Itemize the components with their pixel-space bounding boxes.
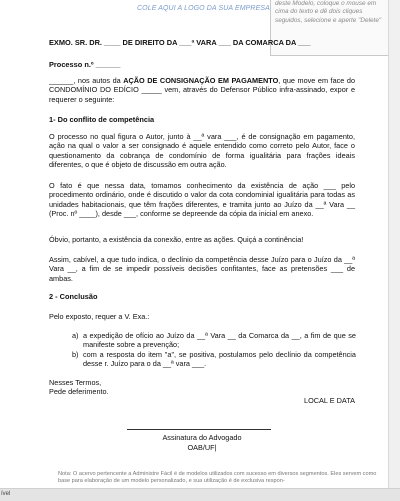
process-number: Processo n.º ______	[49, 60, 121, 69]
paragraph-3: Óbvio, portanto, a existência da conexão, entre as ações. Quiçá a continência!	[49, 235, 304, 244]
request-b-text: com a resposta do item "a", se positiva, postulamos pelo declínio da competência desse r. Juízo para o da __ª vara ___.	[83, 350, 356, 369]
place-date: LOCAL E DATA	[304, 396, 355, 405]
addressee: EXMO. SR. DR. ____ DE DIREITO DA ___ª VARA ___ DA COMARCA DA ___	[49, 38, 311, 47]
paragraph-1: O processo no qual figura o Autor, junto à __ª vara ___, é de consignação em pagamento, ação na qual o valor a ser consignado é aquele entendido como correto pelo Autor, face o questionamento da cobrança de condomínio de forma igualitária para frações ideais diferentes, o que é objeto de discussão em outra ação.	[49, 132, 355, 170]
vertical-scrollbar[interactable]	[388, 0, 400, 488]
footnote: Nota: O acervo pertencente a Administre Fácil é de modelos utilizados com sucesso em diversos segmentos. Eles servem como base para elaboração de um modelo personalizado, e sua utilização é de exclusiva respon-	[58, 471, 377, 485]
instruction-box: deste Modelo, coloque o mouse em cima do texto e dê dois cliques seguidos, selecione e aperte "Delete"	[270, 0, 388, 56]
signature-label: Assinatura do Advogado	[162, 433, 242, 442]
request-b-marker: b)	[72, 350, 79, 359]
paragraph-2: O fato é que nessa data, tomamos conhecimento da existência de ação ___ pelo procedimento ordinário, onde é discutido o valor da cota condominial igualitária para todas as unidades habitacionais, que têm frações diferentes, e tramita junto ao Juízo da __ª Vara __ (Proc. nº ____), desde ___, conforme se depreende da cópia da inicial em anexo.	[49, 181, 355, 219]
action-name: AÇÃO DE CONSIGNAÇÃO EM PAGAMENTO	[123, 76, 279, 85]
intro-text-pre: ______, nos autos da	[49, 76, 124, 85]
request-item-b	[74, 350, 356, 369]
request-item-a	[74, 331, 356, 350]
intro-text-post: , que move em face do CONDOMÍNIO DO EDÍCIO _____ vem, através do Defensor Público infra-assinado, expor e requerer o seguinte:	[49, 76, 356, 104]
request-a-marker: a)	[72, 331, 79, 340]
logo-placeholder: COLE AQUI A LOGO DA SUA EMPRESA	[137, 5, 270, 12]
section1-title: 1- Do conflito de competência	[49, 115, 155, 124]
closing-line-2: Pede deferimento.	[49, 387, 109, 396]
signature-line	[127, 429, 271, 430]
section2-title: 2 - Conclusão	[49, 292, 98, 301]
paragraph-4: Assim, cabível, a que tudo indica, o declínio da competência desse Juízo para o Juízo da __ª Vara __, a fim de se impedir possíveis decisões confitantes, face as pretensões ___ de ambas.	[49, 255, 355, 283]
request-intro: Pelo exposto, requer a V. Exa.:	[49, 312, 150, 321]
request-a-text: a expedição de ofício ao Juízo da __ª Vara __ da Comarca da __, a fim de que se manifeste sobre a prevenção;	[83, 331, 356, 350]
status-bar: ível	[0, 488, 400, 501]
intro-paragraph	[49, 76, 355, 104]
closing-line-1: Nesses Termos,	[49, 378, 102, 387]
oab-label[interactable]: OAB/UF|	[187, 443, 217, 452]
